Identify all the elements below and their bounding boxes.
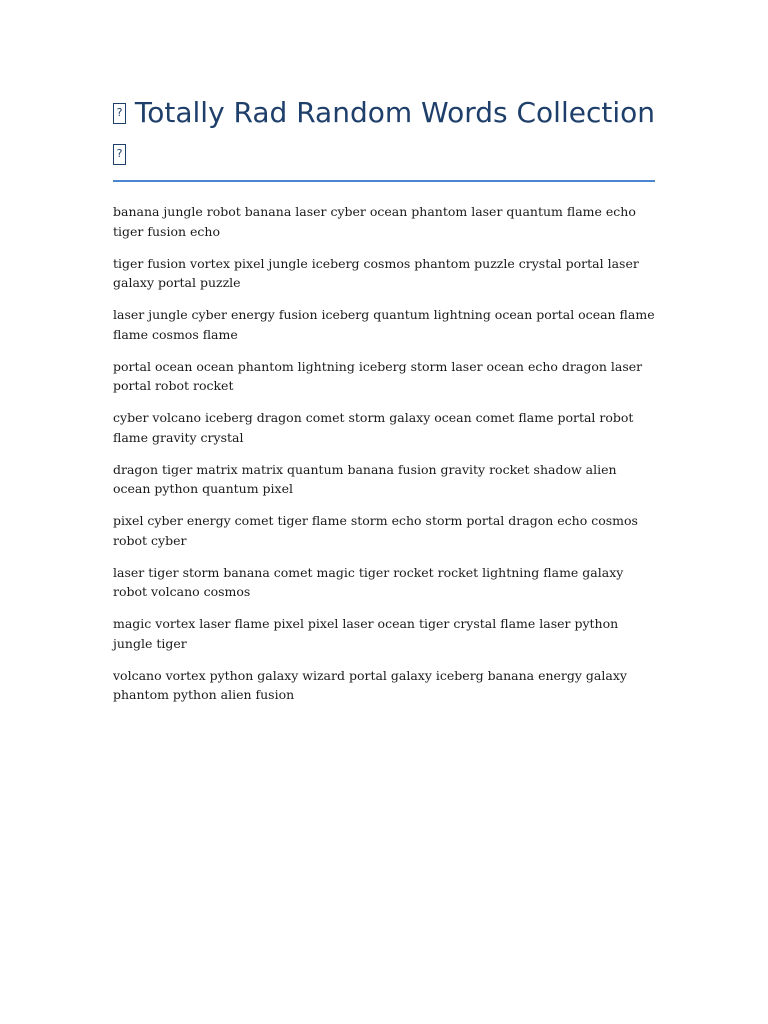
paragraph: portal ocean ocean phantom lightning iceberg storm laser ocean echo dragon laser portal robot rocket	[113, 358, 643, 393]
paragraph: magic vortex laser flame pixel pixel laser ocean tiger crystal flame laser python jungle tiger	[113, 616, 619, 651]
paragraph-list	[113, 202, 655, 705]
document-title	[113, 92, 655, 182]
paragraph: banana jungle robot banana laser cyber ocean phantom laser quantum flame echo tiger fusion echo	[113, 204, 636, 239]
paragraph: pixel cyber energy comet tiger flame storm echo storm portal dragon echo cosmos robot cyber	[113, 513, 638, 548]
missing-glyph-icon	[113, 144, 126, 165]
document-page	[113, 92, 655, 717]
paragraph: laser jungle cyber energy fusion iceberg quantum lightning ocean portal ocean flame flame cosmos flame	[113, 307, 655, 342]
paragraph: volcano vortex python galaxy wizard portal galaxy iceberg banana energy galaxy phantom python alien fusion	[113, 667, 627, 702]
document-title-text: Totally Rad Random Words Collection	[134, 96, 655, 129]
paragraph: cyber volcano iceberg dragon comet storm galaxy ocean comet flame portal robot flame gravity crystal	[113, 410, 634, 445]
paragraph: tiger fusion vortex pixel jungle iceberg cosmos phantom puzzle crystal portal laser galaxy portal puzzle	[113, 255, 639, 290]
paragraph: laser tiger storm banana comet magic tiger rocket rocket lightning flame galaxy robot volcano cosmos	[113, 564, 624, 599]
missing-glyph-icon	[113, 103, 126, 124]
paragraph: dragon tiger matrix matrix quantum banana fusion gravity rocket shadow alien ocean python quantum pixel	[113, 461, 617, 496]
